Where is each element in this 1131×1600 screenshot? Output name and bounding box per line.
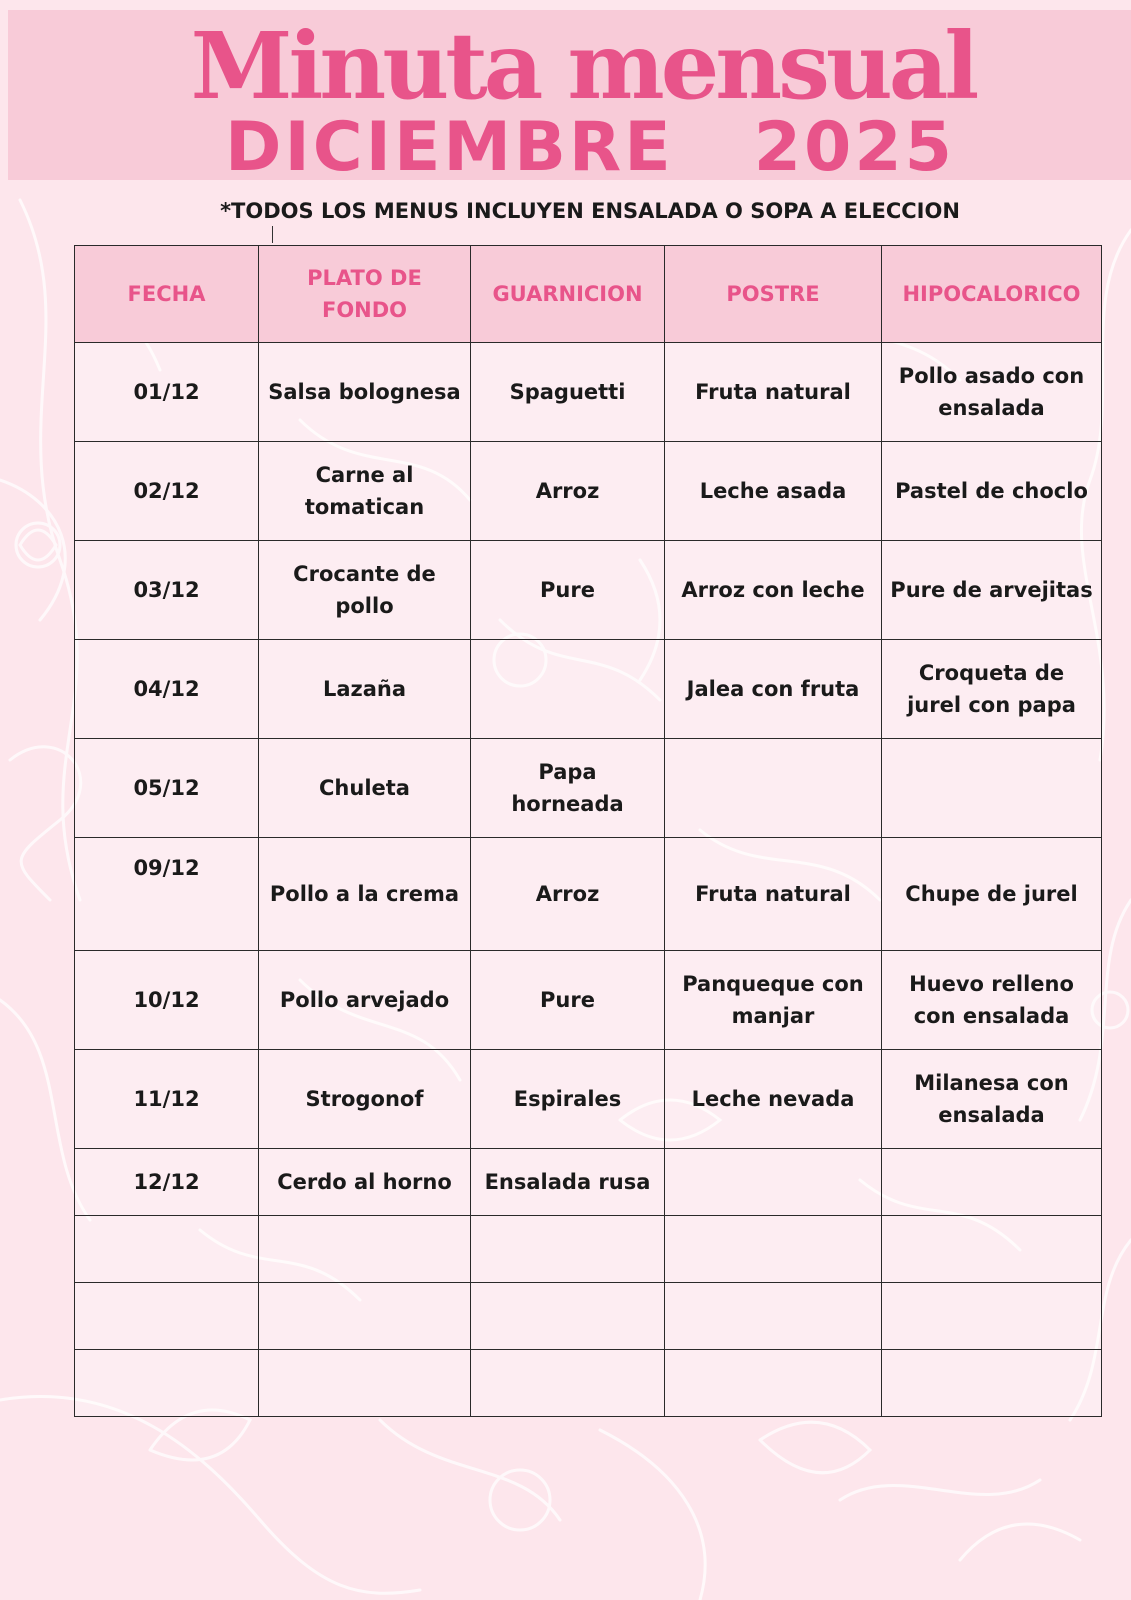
cell-fecha: 11/12 [75,1050,259,1149]
cell-postre: Fruta natural [665,838,882,951]
table-row [75,442,1102,541]
cell-postre [665,1149,882,1216]
cell-plato-de-fondo: Strogonof [259,1050,471,1149]
cell-plato-de-fondo: Pollo arvejado [259,951,471,1050]
cell-hipocalorico [882,1149,1102,1216]
table-row-empty [75,1216,1102,1283]
cell-guarnicion: Arroz [471,442,665,541]
cell-plato-de-fondo: Pollo a la crema [259,838,471,951]
table-row [75,951,1102,1050]
cell-fecha: 09/12 [75,838,259,951]
cell-fecha: 12/12 [75,1149,259,1216]
cell-plato-de-fondo: Salsa bolognesa [259,343,471,442]
cell-postre: Panqueque con manjar [665,951,882,1050]
cell-postre [665,739,882,838]
cell-hipocalorico: Pollo asado con ensalada [882,343,1102,442]
cell-hipocalorico: Huevo relleno con ensalada [882,951,1102,1050]
cell-plato-de-fondo [259,1216,471,1283]
cell-plato-de-fondo: Lazaña [259,640,471,739]
cell-hipocalorico [882,739,1102,838]
cell-fecha [75,1350,259,1417]
cell-guarnicion: Pure [471,541,665,640]
cell-guarnicion: Pure [471,951,665,1050]
cell-hipocalorico: Croqueta de jurel con papa [882,640,1102,739]
table-row-empty [75,1350,1102,1417]
table-row [75,640,1102,739]
cell-plato-de-fondo: Carne al tomatican [259,442,471,541]
table-header-row [75,246,1102,343]
cell-guarnicion [471,1283,665,1350]
cell-hipocalorico: Milanesa con ensalada [882,1050,1102,1149]
cell-fecha: 05/12 [75,739,259,838]
table-row [75,343,1102,442]
cell-guarnicion: Arroz [471,838,665,951]
table-row [75,1050,1102,1149]
cell-postre: Fruta natural [665,343,882,442]
divider-tick [272,226,273,243]
cell-guarnicion [471,1216,665,1283]
cell-plato-de-fondo: Chuleta [259,739,471,838]
cell-hipocalorico: Pastel de choclo [882,442,1102,541]
cell-hipocalorico: Pure de arvejitas [882,541,1102,640]
cell-plato-de-fondo: Cerdo al horno [259,1149,471,1216]
cell-guarnicion [471,1350,665,1417]
table-row [75,739,1102,838]
cell-postre: Leche asada [665,442,882,541]
table-row [75,1149,1102,1216]
cell-hipocalorico [882,1350,1102,1417]
cell-fecha: 04/12 [75,640,259,739]
cell-hipocalorico: Chupe de jurel [882,838,1102,951]
cell-postre [665,1350,882,1417]
cell-postre: Leche nevada [665,1050,882,1149]
table-row [75,541,1102,640]
cell-plato-de-fondo [259,1283,471,1350]
cell-fecha: 03/12 [75,541,259,640]
column-header-fecha: FECHA [75,246,259,343]
column-header-hipocalorico: HIPOCALORICO [882,246,1102,343]
cell-hipocalorico [882,1283,1102,1350]
cell-guarnicion: Espirales [471,1050,665,1149]
menu-table [74,245,1102,1417]
cell-guarnicion: Spaguetti [471,343,665,442]
header-band [8,10,1131,187]
cell-fecha [75,1216,259,1283]
page-subtitle: DICIEMBRE 2025 [225,108,955,187]
cell-hipocalorico [882,1216,1102,1283]
table-row-empty [75,1283,1102,1350]
cell-fecha: 02/12 [75,442,259,541]
page-title: Minuta mensual [190,12,976,120]
cell-postre [665,1283,882,1350]
cell-plato-de-fondo [259,1350,471,1417]
cell-fecha: 01/12 [75,343,259,442]
cell-postre: Arroz con leche [665,541,882,640]
cell-guarnicion: Papa horneada [471,739,665,838]
cell-fecha: 10/12 [75,951,259,1050]
cell-plato-de-fondo: Crocante de pollo [259,541,471,640]
menu-note: *TODOS LOS MENUS INCLUYEN ENSALADA O SOPA A ELECCION [220,199,960,223]
cell-fecha [75,1283,259,1350]
cell-postre [665,1216,882,1283]
column-header-plato-de-fondo: PLATO DE FONDO [259,246,471,343]
table-row [75,838,1102,951]
column-header-postre: POSTRE [665,246,882,343]
cell-postre: Jalea con fruta [665,640,882,739]
column-header-guarnicion: GUARNICION [471,246,665,343]
cell-guarnicion: Ensalada rusa [471,1149,665,1216]
cell-guarnicion [471,640,665,739]
